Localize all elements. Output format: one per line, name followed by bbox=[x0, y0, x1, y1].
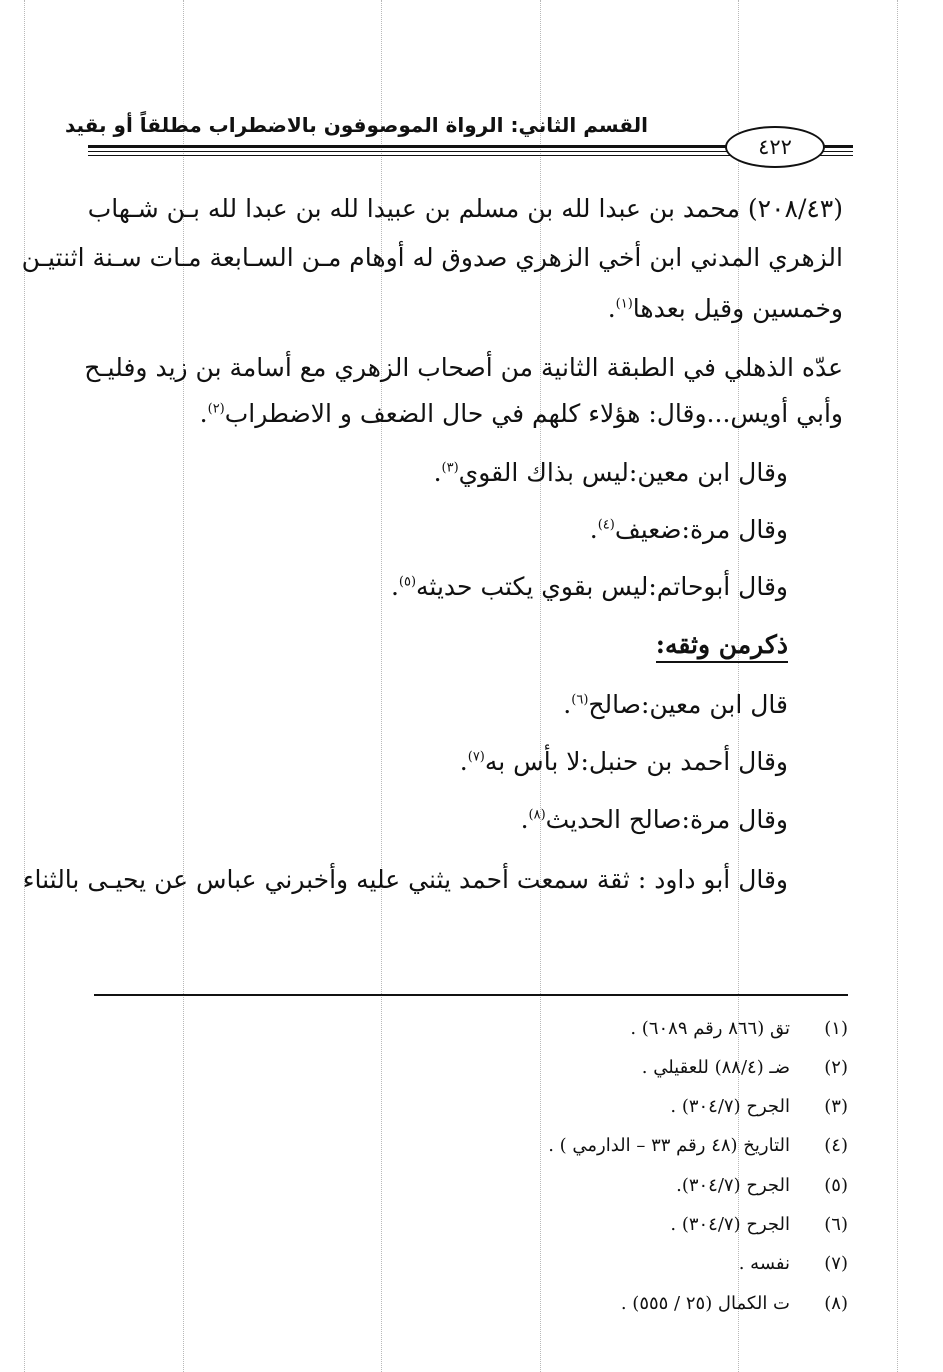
quote-text: وقال أحمد بن حنبل:لا بأس به bbox=[484, 747, 788, 776]
footnote-text: نفسه . bbox=[738, 1253, 790, 1274]
entry-line-1: (٢٠٨/٤٣) محمد بن عبدا لله بن مسلم بن عبيدا لله بن عبدا لله بـن شـهاب bbox=[87, 194, 843, 223]
footnote-number: (٤) bbox=[824, 1135, 848, 1156]
footnote-ref-8: (٨) bbox=[528, 807, 546, 823]
footnote-text: ت الكمال (٢٥ / ٥٥٥) . bbox=[620, 1293, 790, 1314]
section-heading: ذكرمن وثقه: bbox=[656, 630, 788, 663]
footnote-ref-5: (٥) bbox=[398, 574, 417, 590]
quote-strong-1: قال ابن معين:صالح$^{(٦)}$. bbox=[563, 690, 788, 719]
footnote-6 bbox=[670, 1212, 848, 1238]
footnote-ref-2: (٢) bbox=[207, 401, 225, 417]
footnote-number: (٢) bbox=[824, 1057, 848, 1078]
quote-weak-2: وقال مرة:ضعيف$^{(٤)}$. bbox=[589, 515, 788, 544]
footnote-number: (٨) bbox=[824, 1293, 848, 1314]
footnote-2 bbox=[642, 1055, 848, 1081]
quote-text: وقال مرة:صالح الحديث bbox=[545, 805, 788, 834]
quote-text: وقال أبوحاتم:ليس بقوي يكتب حديثه bbox=[416, 572, 788, 601]
abu-dawud-line: وقال أبو داود : ثقة سمعت أحمد يثني عليه وأخبرني عباس عن يحيـى بالثناء bbox=[22, 865, 788, 894]
footnote-5 bbox=[676, 1173, 848, 1199]
footnote-number: (١) bbox=[824, 1018, 848, 1039]
footnote-number: (٦) bbox=[824, 1214, 848, 1235]
running-header-title: القسم الثاني: الرواة الموصوفون بالاضطراب مطلقاً أو بقيد bbox=[64, 113, 648, 137]
footnote-text: الجرح (٣٠٤/٧) . bbox=[670, 1096, 790, 1117]
footnote-number: (٣) bbox=[824, 1096, 848, 1117]
dhahabi-line-1: عدّه الذهلي في الطبقة الثانية من أصحاب الزهري مع أسامة بن زيد وفليـح bbox=[84, 353, 843, 382]
quote-text: وقال مرة:ضعيف bbox=[614, 515, 788, 544]
footnote-8 bbox=[621, 1291, 848, 1317]
footnote-number: (٥) bbox=[824, 1175, 848, 1196]
quote-weak-3: وقال أبوحاتم:ليس بقوي يكتب حديثه$^{(٥)}$. bbox=[390, 572, 788, 601]
footnote-ref-6: (٦) bbox=[571, 692, 589, 708]
footnote-7 bbox=[739, 1251, 848, 1277]
quote-strong-3: وقال مرة:صالح الحديث$^{(٨)}$. bbox=[520, 805, 788, 834]
footnote-4 bbox=[548, 1133, 848, 1159]
page-number: ٤٢٢ bbox=[725, 126, 825, 168]
footnote-ref-7: (٧) bbox=[467, 749, 485, 765]
quote-weak-1: وقال ابن معين:ليس بذاك القوي$^{(٣)}$. bbox=[433, 458, 788, 487]
footnote-text: تق (٨٦٦ رقم ٦٠٨٩) . bbox=[630, 1018, 790, 1039]
footnote-ref-1: (١) bbox=[615, 296, 633, 312]
dhahabi-line-2: وأبي أويس...وقال: هؤلاء كلهم في حال الضعف و الاضطراب$^{(٢)}$. bbox=[199, 399, 843, 428]
footnote-number: (٧) bbox=[824, 1253, 848, 1274]
quote-text: وقال ابن معين:ليس بذاك القوي bbox=[458, 458, 788, 487]
footnote-text: ضـ (٨٨/٤) للعقيلي . bbox=[641, 1057, 790, 1078]
entry-line-2: الزهري المدني ابن أخي الزهري صدوق له أوهام مـن السـابعة مـات سـنة اثنتيـن bbox=[21, 243, 843, 272]
footnote-ref-4: (٤) bbox=[597, 517, 615, 533]
entry-line-3-text: وخمسين وقيل بعدها bbox=[632, 294, 843, 323]
dhahabi-line-2-text: وأبي أويس...وقال: هؤلاء كلهم في حال الضعف و الاضطراب bbox=[224, 399, 843, 428]
footnote-text: الجرح (٣٠٤/٧) . bbox=[670, 1214, 790, 1235]
quote-text: قال ابن معين:صالح bbox=[588, 690, 788, 719]
footnote-ref-3: (٣) bbox=[441, 460, 459, 476]
footnote-text: التاريخ (٤٨ رقم ٣٣ – الدارمي ) . bbox=[548, 1135, 790, 1156]
footnote-separator bbox=[94, 994, 848, 996]
footnote-1 bbox=[630, 1016, 848, 1042]
footnote-3 bbox=[670, 1094, 848, 1120]
entry-line-3: وخمسين وقيل بعدها$^{(١)}$. bbox=[607, 294, 843, 323]
quote-strong-2: وقال أحمد بن حنبل:لا بأس به$^{(٧)}$. bbox=[459, 747, 788, 776]
footnote-text: الجرح (٣٠٤/٧). bbox=[676, 1175, 790, 1196]
